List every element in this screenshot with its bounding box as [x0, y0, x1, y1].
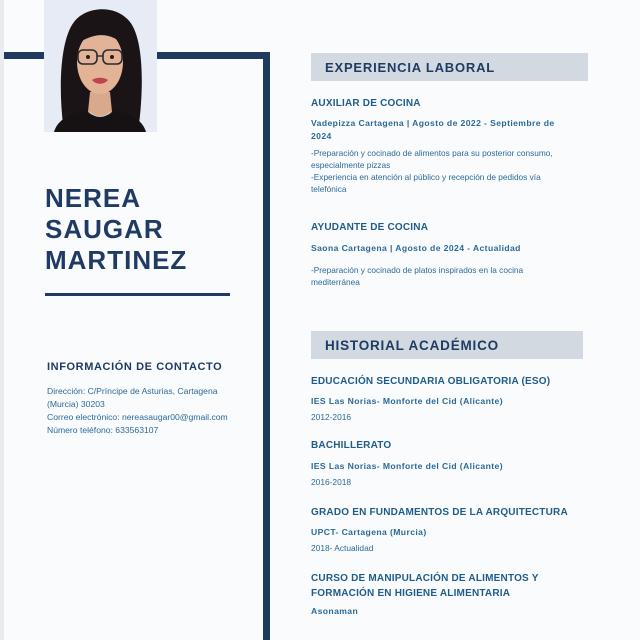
- education-heading-text: HISTORIAL ACADÉMICO: [325, 337, 499, 353]
- education-dates: 2012-2016: [311, 412, 352, 422]
- job-company-line2: 2024: [311, 131, 332, 141]
- contact-phone: Número teléfono: 633563107: [47, 425, 159, 435]
- education-school: IES Las Norias- Monforte del Cid (Alicante): [311, 396, 503, 406]
- contact-block: [47, 385, 247, 437]
- contact-address-line1: Dirección: C/Príncipe de Asturias, Cartagena: [47, 386, 218, 396]
- job-desc-line: telefónica: [311, 184, 347, 194]
- job-desc-line: -Preparación y cocinado de platos inspirados en la cocina: [311, 265, 524, 275]
- frame-line-top-left: [4, 52, 44, 59]
- contact-address-line2: (Murcia) 30203: [47, 399, 105, 409]
- job-company-line1: Vadepizza Cartagena | Agosto de 2022 - Septiembre de: [311, 118, 555, 128]
- job-desc-line: especialmente pizzas: [311, 160, 391, 170]
- education-title-line1: CURSO DE MANIPULACIÓN DE ALIMENTOS Y: [311, 573, 539, 584]
- job-description: [311, 147, 553, 195]
- frame-line-right: [263, 52, 270, 640]
- job-desc-line: -Preparación y cocinado de alimentos para su posterior consumo,: [311, 148, 553, 158]
- experience-heading: [311, 53, 588, 81]
- profile-photo: [44, 0, 157, 132]
- education-title: [311, 571, 539, 601]
- job-company: [311, 242, 521, 255]
- education-title: EDUCACIÓN SECUNDARIA OBLIGATORIA (ESO): [311, 376, 551, 387]
- candidate-name: [45, 183, 187, 276]
- education-heading: [311, 331, 583, 359]
- name-divider: [45, 293, 230, 296]
- job-desc-line: mediterránea: [311, 277, 360, 287]
- name-first: NEREA: [45, 183, 142, 213]
- contact-heading: INFORMACIÓN DE CONTACTO: [47, 361, 223, 373]
- experience-heading-text: EXPERIENCIA LABORAL: [325, 59, 496, 75]
- job-title: AYUDANTE DE COCINA: [311, 222, 429, 233]
- education-dates: 2016-2018: [311, 477, 352, 487]
- job-desc-line: -Experiencia en atención al público y recepción de pedidos vía: [311, 172, 541, 182]
- page-edge: [0, 0, 4, 640]
- education-school: Asonaman: [311, 606, 359, 616]
- job-company-line1: Saona Cartagena | Agosto de 2024 - Actualidad: [311, 243, 521, 253]
- contact-email: Correo electrónico: nereasaugar00@gmail.com: [47, 412, 228, 422]
- education-school: IES Las Norias- Monforte del Cid (Alicante): [311, 461, 503, 471]
- education-title-line2: FORMACIÓN EN HIGIENE ALIMENTARIA: [311, 588, 511, 599]
- education-title: GRADO EN FUNDAMENTOS DE LA ARQUITECTURA: [311, 507, 568, 518]
- education-title: BACHILLERATO: [311, 440, 392, 451]
- frame-line-top-right: [157, 52, 270, 59]
- education-school: UPCT- Cartagena (Murcia): [311, 527, 427, 537]
- education-dates: 2018- Actualidad: [311, 543, 374, 553]
- name-surname-1: SAUGAR: [45, 214, 164, 244]
- name-surname-2: MARTINEZ: [45, 245, 188, 275]
- job-description: [311, 264, 523, 288]
- job-company: [311, 117, 555, 143]
- job-title: AUXILIAR DE COCINA: [311, 98, 421, 109]
